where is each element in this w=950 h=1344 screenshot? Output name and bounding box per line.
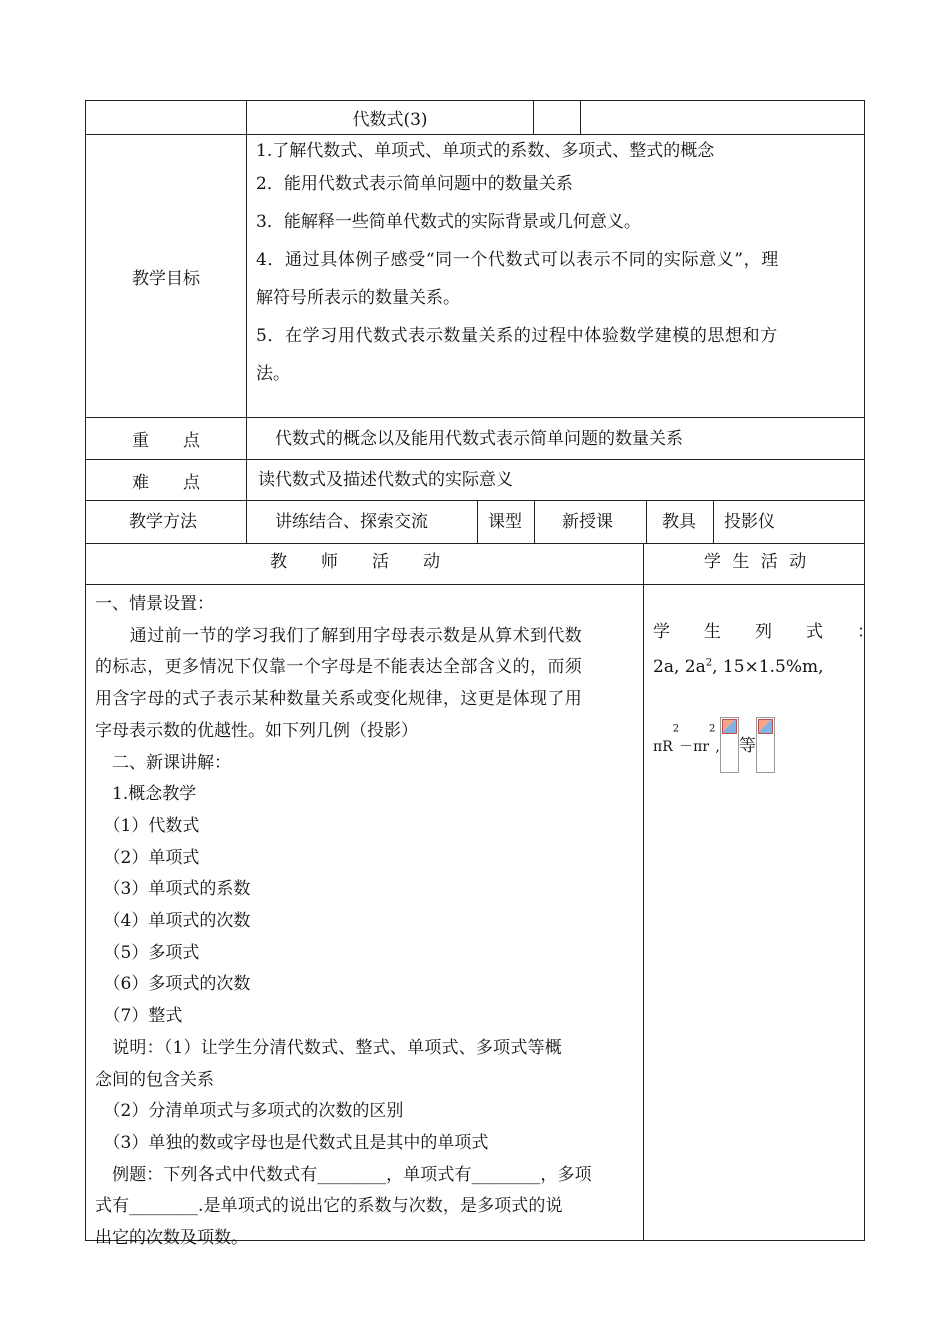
- title-row: [85, 100, 865, 134]
- goal-line: 1.了解代数式、单项式、单项式的系数、多项式、整式的概念: [256, 141, 715, 161]
- teacher-line: （4）单项式的次数: [95, 911, 251, 932]
- key-point-label-cell: [86, 418, 246, 459]
- broken-image-icon: [756, 717, 775, 773]
- key-point-cell: [246, 418, 865, 459]
- expr-part: πR: [653, 739, 673, 755]
- expr-part: 2a, 2a: [653, 657, 706, 677]
- key-point-row: [85, 417, 865, 459]
- type-label: 课型: [488, 512, 522, 532]
- tool-value-cell: [713, 501, 865, 543]
- activity-content-row: [85, 584, 874, 1249]
- method-value: 讲练结合、探索交流: [275, 512, 428, 532]
- goal-line: 3．能解释一些简单代数式的实际背景或几何意义。: [256, 212, 641, 232]
- tool-label: 教具: [662, 512, 696, 532]
- teacher-line: （2）单项式: [95, 847, 200, 868]
- teacher-line: 出它的次数及项数。: [95, 1228, 248, 1249]
- expr-part: －πr: [679, 739, 710, 755]
- lesson-title: 代数式(3): [352, 110, 428, 130]
- student-line-3: [653, 717, 775, 773]
- difficulty-text: 读代数式及描述代数式的实际意义: [258, 470, 513, 490]
- teacher-line: 念间的包含关系: [95, 1069, 214, 1090]
- expr-part: ,: [715, 739, 720, 755]
- tool-label-cell: [646, 501, 713, 543]
- expr-part: 等: [738, 736, 756, 756]
- goals-content: [246, 135, 865, 417]
- teacher-line: 例题：下列各式中代数式有________，单项式有________，多项: [95, 1164, 592, 1185]
- student-line-2: [653, 657, 824, 677]
- goals-label-cell: [86, 135, 246, 417]
- teacher-line: 一、情景设置：: [95, 594, 214, 614]
- title-cell: [246, 101, 533, 134]
- teacher-line: （6）多项式的次数: [95, 974, 251, 995]
- method-value-cell: [246, 501, 477, 543]
- difficulty-row: [85, 459, 865, 500]
- broken-image-icon: [720, 717, 739, 773]
- teacher-line: （7）整式: [95, 1006, 183, 1027]
- teacher-line: （3）单独的数或字母也是代数式且是其中的单项式: [95, 1132, 489, 1153]
- superscript: 2: [709, 723, 716, 735]
- teacher-line: 说明：（1）让学生分清代数式、整式、单项式、多项式等概: [95, 1037, 562, 1058]
- teacher-line: 式有________.是单项式的说出它的系数与次数，是多项式的说: [95, 1196, 563, 1217]
- goal-line: 解符号所表示的数量关系。: [256, 288, 460, 308]
- difficulty-label-cell: [86, 460, 246, 500]
- student-line-1: 学 生 列 式 ：: [653, 622, 874, 642]
- teacher-line: 二、新课讲解：: [95, 752, 231, 773]
- key-point-label: 重 点: [132, 431, 200, 451]
- student-header: 学 生 活 动: [704, 552, 810, 572]
- goals-row: [85, 134, 865, 417]
- student-header-cell: [643, 544, 865, 584]
- key-point-text: 代数式的概念以及能用代数式表示简单问题的数量关系: [275, 429, 683, 449]
- expr-part: , 15×1.5%m,: [712, 657, 824, 677]
- type-label-cell: [477, 501, 534, 543]
- teacher-activity: [86, 585, 643, 1249]
- teacher-line: （2）分清单项式与多项式的次数的区别: [95, 1101, 404, 1122]
- teacher-line: 字母表示数的优越性。如下列几例（投影）: [95, 720, 418, 741]
- teacher-line: 通过前一节的学习我们了解到用字母表示数是从算术到代数: [95, 625, 583, 646]
- teacher-line: 1.概念教学: [95, 784, 197, 805]
- lesson-plan-table: [85, 100, 874, 1249]
- type-value: 新授课: [562, 512, 613, 532]
- student-activity: [643, 585, 874, 1240]
- difficulty-label: 难 点: [132, 472, 200, 493]
- method-label-cell: [86, 501, 246, 543]
- superscript: 2: [705, 657, 713, 669]
- goal-line: 4．通过具体例子感受“同一个代数式可以表示不同的实际意义”，理: [256, 250, 779, 270]
- teacher-line: 用含字母的式子表示某种数量关系或变化规律，这更是体现了用: [95, 689, 583, 710]
- method-row: [85, 500, 865, 543]
- teacher-line: （5）多项式: [95, 942, 200, 963]
- difficulty-cell: [246, 460, 865, 500]
- activity-header-row: [85, 543, 865, 584]
- goal-line: 5．在学习用代数式表示数量关系的过程中体验数学建模的思想和方: [256, 326, 778, 346]
- teacher-line: （3）单项式的系数: [95, 879, 251, 900]
- teacher-line: （1）代数式: [95, 815, 200, 836]
- blank-cell: [580, 101, 865, 134]
- teacher-header-cell: [86, 544, 643, 584]
- teacher-header: 教 师 活 动: [270, 552, 440, 572]
- type-value-cell: [534, 501, 646, 543]
- goals-label: 教学目标: [132, 268, 200, 289]
- teacher-line: 的标志，更多情况下仅靠一个字母是不能表达全部含义的，而须: [95, 657, 583, 678]
- blank-cell: [533, 101, 580, 134]
- method-label: 教学方法: [129, 512, 197, 532]
- tool-value: 投影仪: [724, 512, 775, 532]
- superscript: 2: [672, 723, 680, 735]
- goal-line: 法。: [256, 364, 290, 384]
- goal-line: 2．能用代数式表示简单问题中的数量关系: [256, 174, 573, 194]
